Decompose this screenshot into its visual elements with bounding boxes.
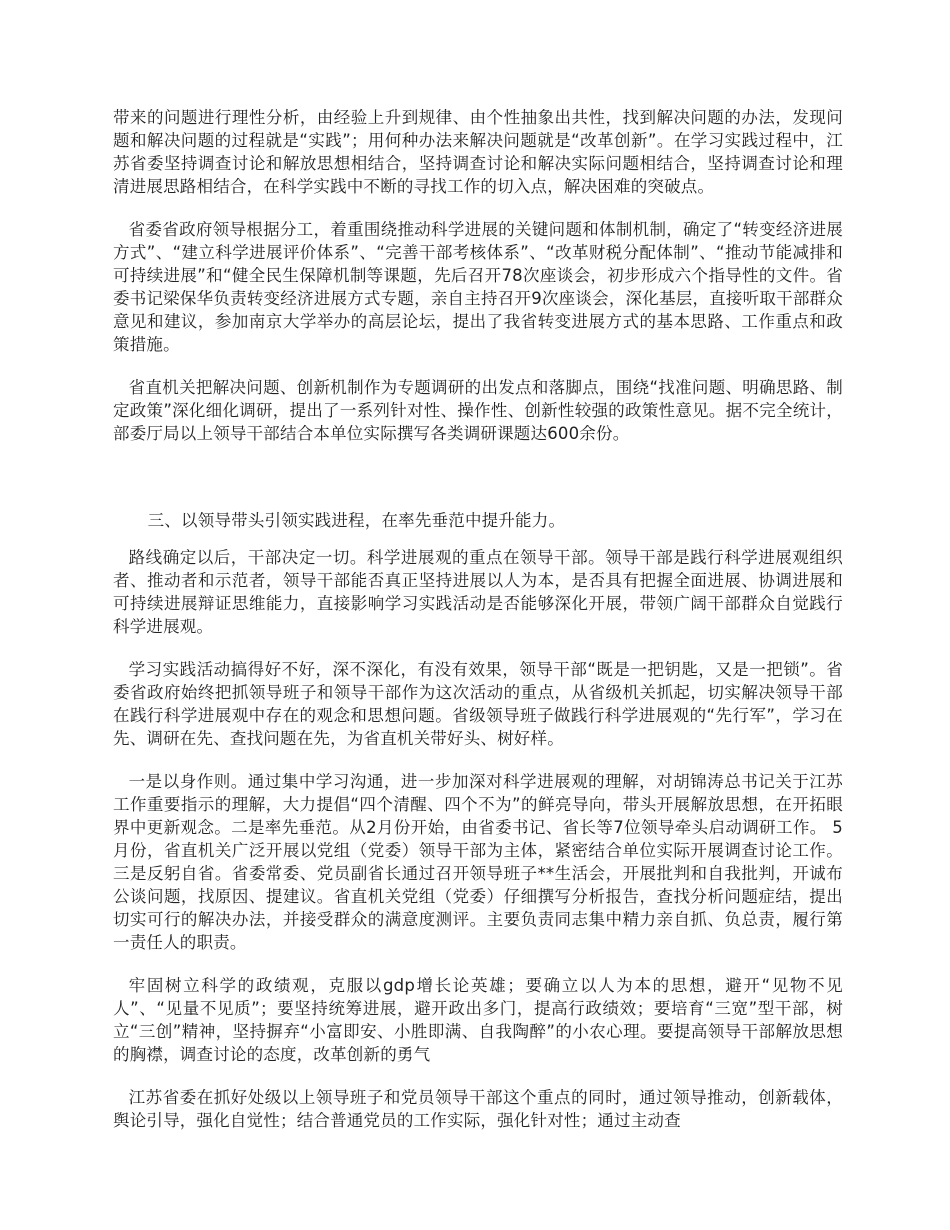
paragraph-provincial-organs: 省直机关把解决问题、创新机制作为专题调研的出发点和落脚点，围绕“找准问题、明确思路、制定政策”深化细化调研，提出了一系列针对性、操作性、创新性较强的政策性意见。据不完全统计，部委厅局以上领导干部结合本单位实际撰写各类调研课题达600余份。 — [113, 378, 843, 443]
paragraph-continuation: 带来的问题进行理性分析，由经验上升到规律、由个性抽象出共性，找到解决问题的办法，发现问题和解决问题的过程就是“实践”；用何种办法来解决问题就是“改革创新”。在学习实践过程中，江苏省委坚持调查讨论和解放思想相结合，坚持调查讨论和解决实际问题相结合，坚持调查讨论和理清进展思路相结合，在科学实践中不断的寻找工作的切入点，解决困难的突破点。 — [113, 108, 843, 196]
paragraph-party-members: 江苏省委在抓好处级以上领导班子和党员领导干部这个重点的同时，通过领导推动，创新载体，舆论引导，强化自觉性；结合普通党员的工作实际，强化针对性；通过主动查 — [113, 1088, 843, 1130]
paragraph-performance-view: 牢固树立科学的政绩观，克服以gdp增长论英雄；要确立以人为本的思想，避开“见物不见人”、“见量不见质”；要坚持统筹进展，避开政出多门，提高行政绩效；要培育“三宽”型干部，树立“三创”精神，坚持摒弃“小富即安、小胜即满、自我陶醉”的小农心理。要提高领导干部解放思想的胸襟，调查讨论的态度，改革创新的勇气 — [113, 976, 843, 1064]
paragraph-key-and-lock: 学习实践活动搞得好不好，深不深化，有没有效果，领导干部“既是一把钥匙，又是一把锁”。省委省政府始终把抓领导班子和领导干部作为这次活动的重点，从省级机关抓起，切实解决领导干部在践行科学进展观中存在的观念和思想问题。省级领导班子做践行科学进展观的“先行军”，学习在先、调研在先、查找问题在先，为省直机关带好头、树好样。 — [113, 660, 843, 748]
document-body — [113, 106, 843, 1152]
paragraph-cadres-decide: 路线确定以后，干部决定一切。科学进展观的重点在领导干部。领导干部是践行科学进展观组织者、推动者和示范者，领导干部能否真正坚持进展以人为本，是否具有把握全面进展、协调进展和可持续进展辩证思维能力，直接影响学习实践活动是否能够深化开展，带领广阔干部群众自觉践行科学进展观。 — [113, 548, 843, 636]
paragraph-provincial-leaders: 省委省政府领导根据分工，着重围绕推动科学进展的关键问题和体制机制，确定了“转变经济进展方式”、“建立科学进展评价体系”、“完善干部考核体系”、“改革财税分配体制”、“推动节能减排和可持续进展”和“健全民生保障机制等课题，先后召开78次座谈会，初步形成六个指导性的文件。省委书记梁保华负责转变经济进展方式专题，亲自主持召开9次座谈会，深化基层，直接听取干部群众意见和建议，参加南京大学举办的高层论坛，提出了我省转变进展方式的基本思路、工作重点和政策措施。 — [113, 220, 843, 354]
section-heading: 三、以领导带头引领实践进程，在率先垂范中提升能力。 — [147, 511, 566, 530]
paragraph-lead-by-example: 一是以身作则。通过集中学习沟通，进一步加深对科学进展观的理解，对胡锦涛总书记关于江苏工作重要指示的理解，大力提倡“四个清醒、四个不为”的鲜亮导向，带头开展解放思想，在开拓眼界中更新观念。二是率先垂范。从2月份开始，由省委书记、省长等7位领导牵头启动调研工作。 5月份，省直机关广泛开展以党组（党委）领导干部为主体，紧密结合单位实际开展调查讨论工作。三是反躬自省。省委常委、党员副省长通过召开领导班子**生活会，开展批判和自我批判，开诚布公谈问题，找原因、提建议。省直机关党组（党委）仔细撰写分析报告，查找分析问题症结，提出切实可行的解决办法，并接受群众的满意度测评。主要负责同志集中精力亲自抓、负总责，履行第一责任人的职责。 — [113, 772, 843, 952]
